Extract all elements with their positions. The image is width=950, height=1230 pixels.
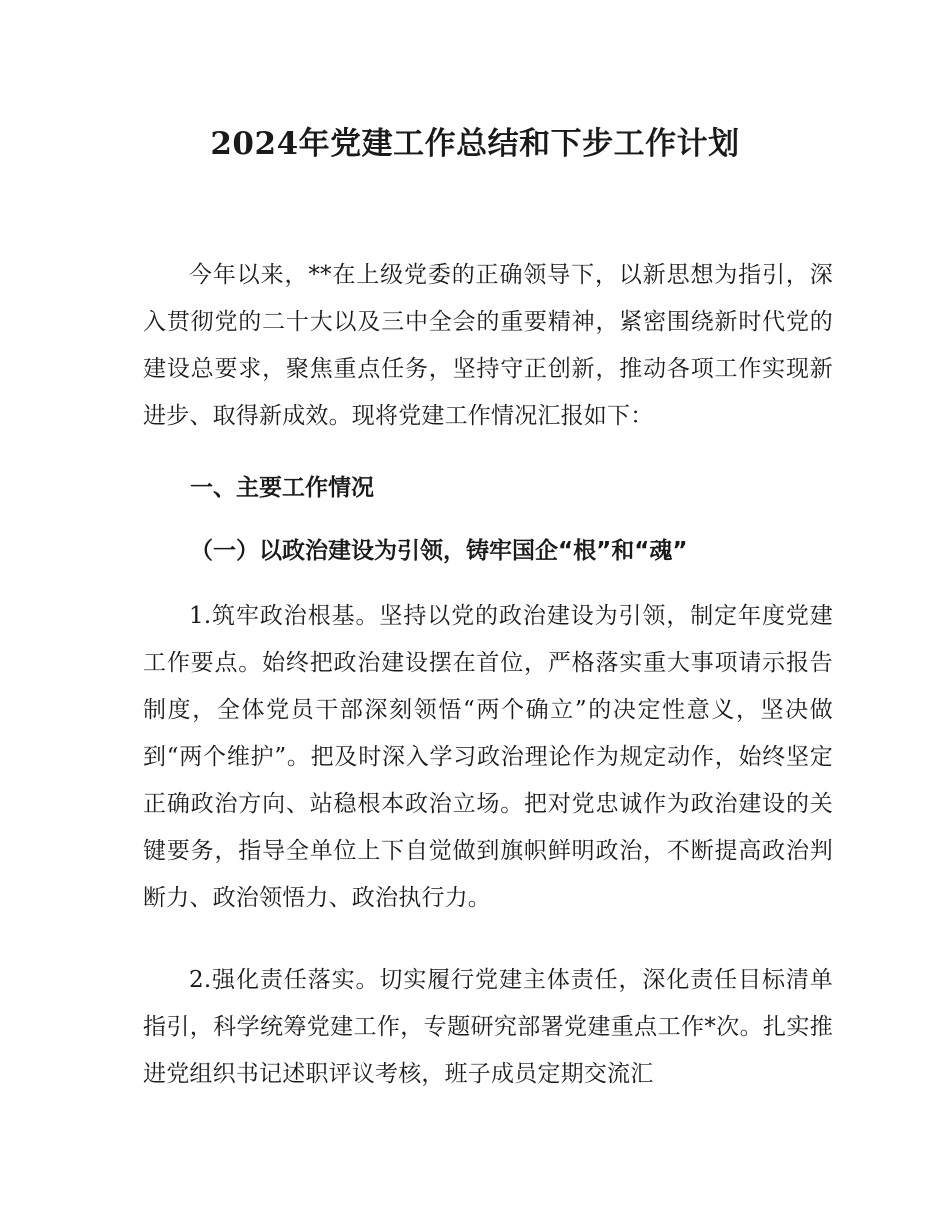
paragraph-political-foundation: 1.筑牢政治根基。坚持以党的政治建设为引领，制定年度党建工作要点。始终把政治建设摆在首位，严格落实重大事项请示报告制度，全体党员干部深刻领悟“两个确立”的决定性意义，坚决做到“两个维护”。把及时深入学习政治理论作为规定动作，始终坚定正确政治方向、站稳根本政治立场。把对党忠诚作为政治建设的关键要务，指导全单位上下自觉做到旗帜鲜明政治，不断提高政治判断力、政治领悟力、政治执行力。: [143, 603, 833, 911]
intro-paragraph: 今年以来，**在上级党委的正确领导下，以新思想为指引，深入贯彻党的二十大以及三中全会的重要精神，紧密围绕新时代党的建设总要求，聚焦重点任务，坚持守正创新，推动各项工作实现新进步、取得新成效。现将党建工作情况汇报如下：: [143, 262, 833, 429]
subsection-heading: （一）以政治建设为引领，铸牢国企“根”和“魂”: [190, 538, 688, 564]
section-heading: 一、主要工作情况: [190, 475, 374, 501]
paragraph-responsibility: 2.强化责任落实。切实履行党建主体责任，深化责任目标清单指引，科学统筹党建工作，专题研究部署党建重点工作*次。扎实推进党组织书记述职评议考核，班子成员定期交流汇: [143, 967, 833, 1087]
document-title: 2024年党建工作总结和下步工作计划: [210, 126, 740, 162]
